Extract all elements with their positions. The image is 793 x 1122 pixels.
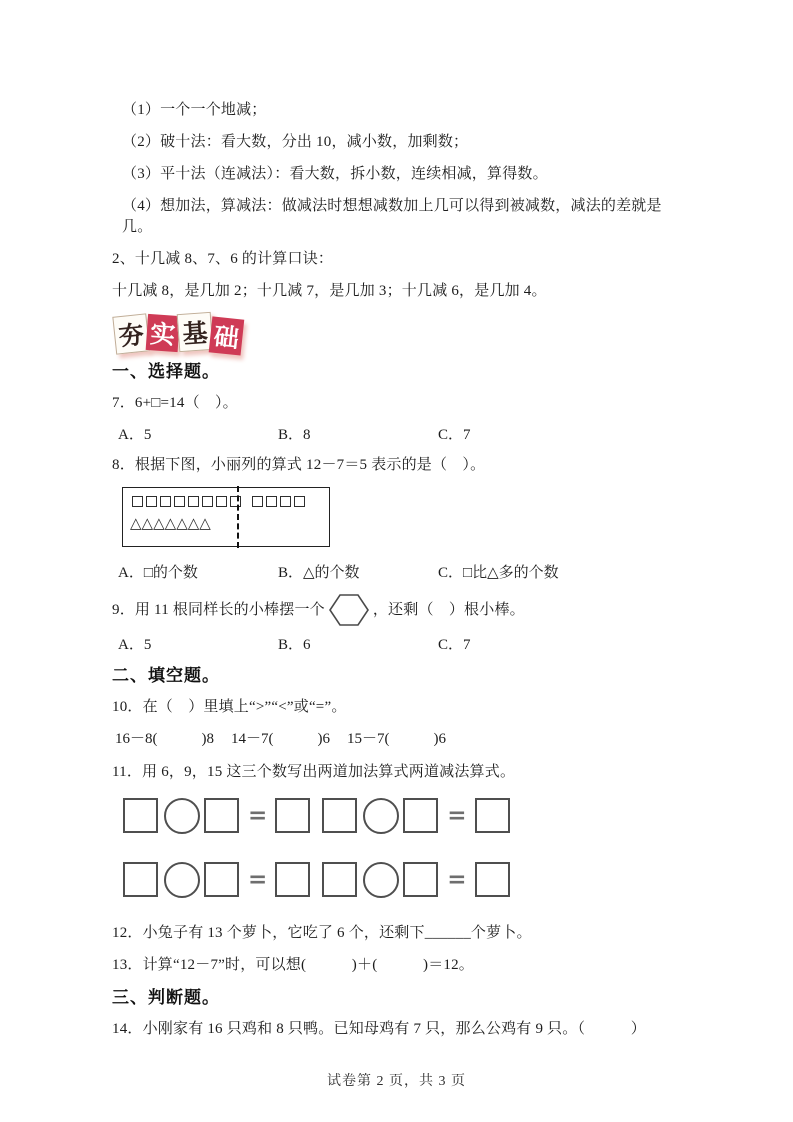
expr-right: )8 (201, 731, 214, 747)
answer-box-shape (475, 798, 510, 833)
section-title-true-false: 三、判断题。 (112, 988, 220, 1007)
squares-row (132, 496, 308, 507)
equals-sign: = (248, 802, 268, 829)
badge-tile-2: 实 (146, 314, 180, 352)
small-square-shape (216, 496, 227, 507)
option-b: B．6 (278, 637, 311, 653)
method-item-3: （3）平十法（连减法）：看大数，拆小数，连续相减，算得数。 (122, 166, 548, 182)
hexagon-icon (328, 593, 370, 627)
consolidate-basics-badge (114, 313, 243, 359)
expr-left: 15－7( (347, 731, 390, 747)
method-item-1: （1）一个一个地减； (122, 102, 267, 118)
question-9-text (112, 593, 683, 627)
answer-box-shape (123, 862, 158, 897)
triangle-shape: △ (176, 514, 188, 532)
small-square-shape (160, 496, 171, 507)
question-7-text: 7．6+□=14（ ）。 (112, 395, 238, 411)
operator-circle-shape (164, 862, 200, 898)
rule-text: 十几减 8，是几加 2；十几减 7，是几加 3；十几减 6，是几加 4。 (112, 283, 547, 299)
triangle-shape: △ (164, 514, 177, 532)
question-11-text: 11．用 6，9，15 这三个数写出两道加法算式两道减法算式。 (112, 764, 516, 780)
page-footer: 试卷第 2 页，共 3 页 (327, 1074, 466, 1089)
compare-expression (115, 729, 214, 750)
triangles-row (130, 514, 211, 532)
expr-right: )6 (433, 731, 446, 747)
dashed-divider-line (237, 486, 239, 548)
badge-tile-3: 基 (177, 312, 214, 352)
method-item-2: （2）破十法：看大数，分出 10，减小数，加剩数； (122, 134, 469, 150)
expr-left: 14－7( (231, 731, 274, 747)
answer-box-shape (204, 862, 239, 897)
expr-right: )6 (317, 731, 330, 747)
option-a: A．5 (118, 427, 152, 443)
small-square-shape (266, 496, 277, 507)
answer-box-shape (275, 862, 310, 897)
answer-box-shape (475, 862, 510, 897)
answer-box-shape (204, 798, 239, 833)
question-10-text: 10．在（ ）里填上“>”“<”或“=”。 (112, 699, 347, 715)
method-item-4: （4）想加法，算减法：做减法时想想减数加上几可以得到被减数，减法的差就是几。 (122, 198, 662, 235)
compare-expression (347, 729, 446, 750)
option-a: A．□的个数 (118, 565, 198, 581)
small-square-shape (252, 496, 263, 507)
question-8-text: 8．根据下图，小丽列的算式 12－7＝5 表示的是（ ）。 (112, 457, 486, 473)
option-b: B．8 (278, 427, 311, 443)
q9-text-after: ，还剩（ ）根小棒。 (372, 601, 525, 618)
option-c: C．7 (438, 427, 471, 443)
equals-sign: = (447, 866, 467, 893)
section-title-choice: 一、选择题。 (112, 362, 220, 381)
rule-title: 2、十几减 8、7、6 的计算口诀： (112, 251, 334, 267)
badge-tile-4: 础 (209, 316, 245, 355)
triangle-shape: △ (153, 514, 165, 532)
answer-box-shape (403, 798, 438, 833)
operator-circle-shape (363, 862, 399, 898)
equation-shapes-row-1 (112, 797, 683, 834)
small-square-shape (230, 496, 241, 507)
answer-box-shape (403, 862, 438, 897)
answer-box-shape (322, 798, 357, 833)
small-square-shape (202, 496, 213, 507)
question-8-options (112, 563, 683, 584)
small-square-shape (188, 496, 199, 507)
triangle-shape: △ (187, 514, 200, 532)
triangle-shape: △ (199, 514, 211, 532)
expr-left: 16－8( (115, 731, 158, 747)
question-7-options (112, 425, 683, 446)
operator-circle-shape (363, 798, 399, 834)
question-13-text: 13．计算“12－7”时，可以想( )＋( )＝12。 (112, 957, 474, 973)
option-c: C．□比△多的个数 (438, 565, 559, 581)
triangle-shape: △ (141, 514, 154, 532)
small-square-shape (280, 496, 291, 507)
small-square-shape (294, 496, 305, 507)
q8-shapes-diagram (122, 487, 330, 547)
option-b: B．△的个数 (278, 565, 360, 581)
compare-expression (231, 729, 330, 750)
question-10-expressions (112, 729, 683, 750)
equation-shapes-row-2 (112, 861, 683, 898)
triangle-shape: △ (130, 514, 142, 532)
question-14-text: 14．小刚家有 16 只鸡和 8 只鸭。已知母鸡有 7 只，那么公鸡有 9 只。（ ） (112, 1021, 647, 1037)
small-square-shape (146, 496, 157, 507)
operator-circle-shape (164, 798, 200, 834)
option-a: A．5 (118, 637, 152, 653)
answer-box-shape (322, 862, 357, 897)
section-title-fill-blank: 二、填空题。 (112, 666, 220, 685)
question-12-text: 12．小兔子有 13 个萝卜，它吃了 6 个，还剩下______个萝卜。 (112, 925, 532, 941)
answer-box-shape (275, 798, 310, 833)
equals-sign: = (248, 866, 268, 893)
small-square-shape (174, 496, 185, 507)
badge-tile-1: 夯 (112, 313, 150, 354)
q9-text-before: 9．用 11 根同样长的小棒摆一个 (112, 601, 325, 618)
answer-box-shape (123, 798, 158, 833)
small-square-shape (132, 496, 143, 507)
question-9-options (112, 635, 683, 656)
equals-sign: = (447, 802, 467, 829)
option-c: C．7 (438, 637, 471, 653)
